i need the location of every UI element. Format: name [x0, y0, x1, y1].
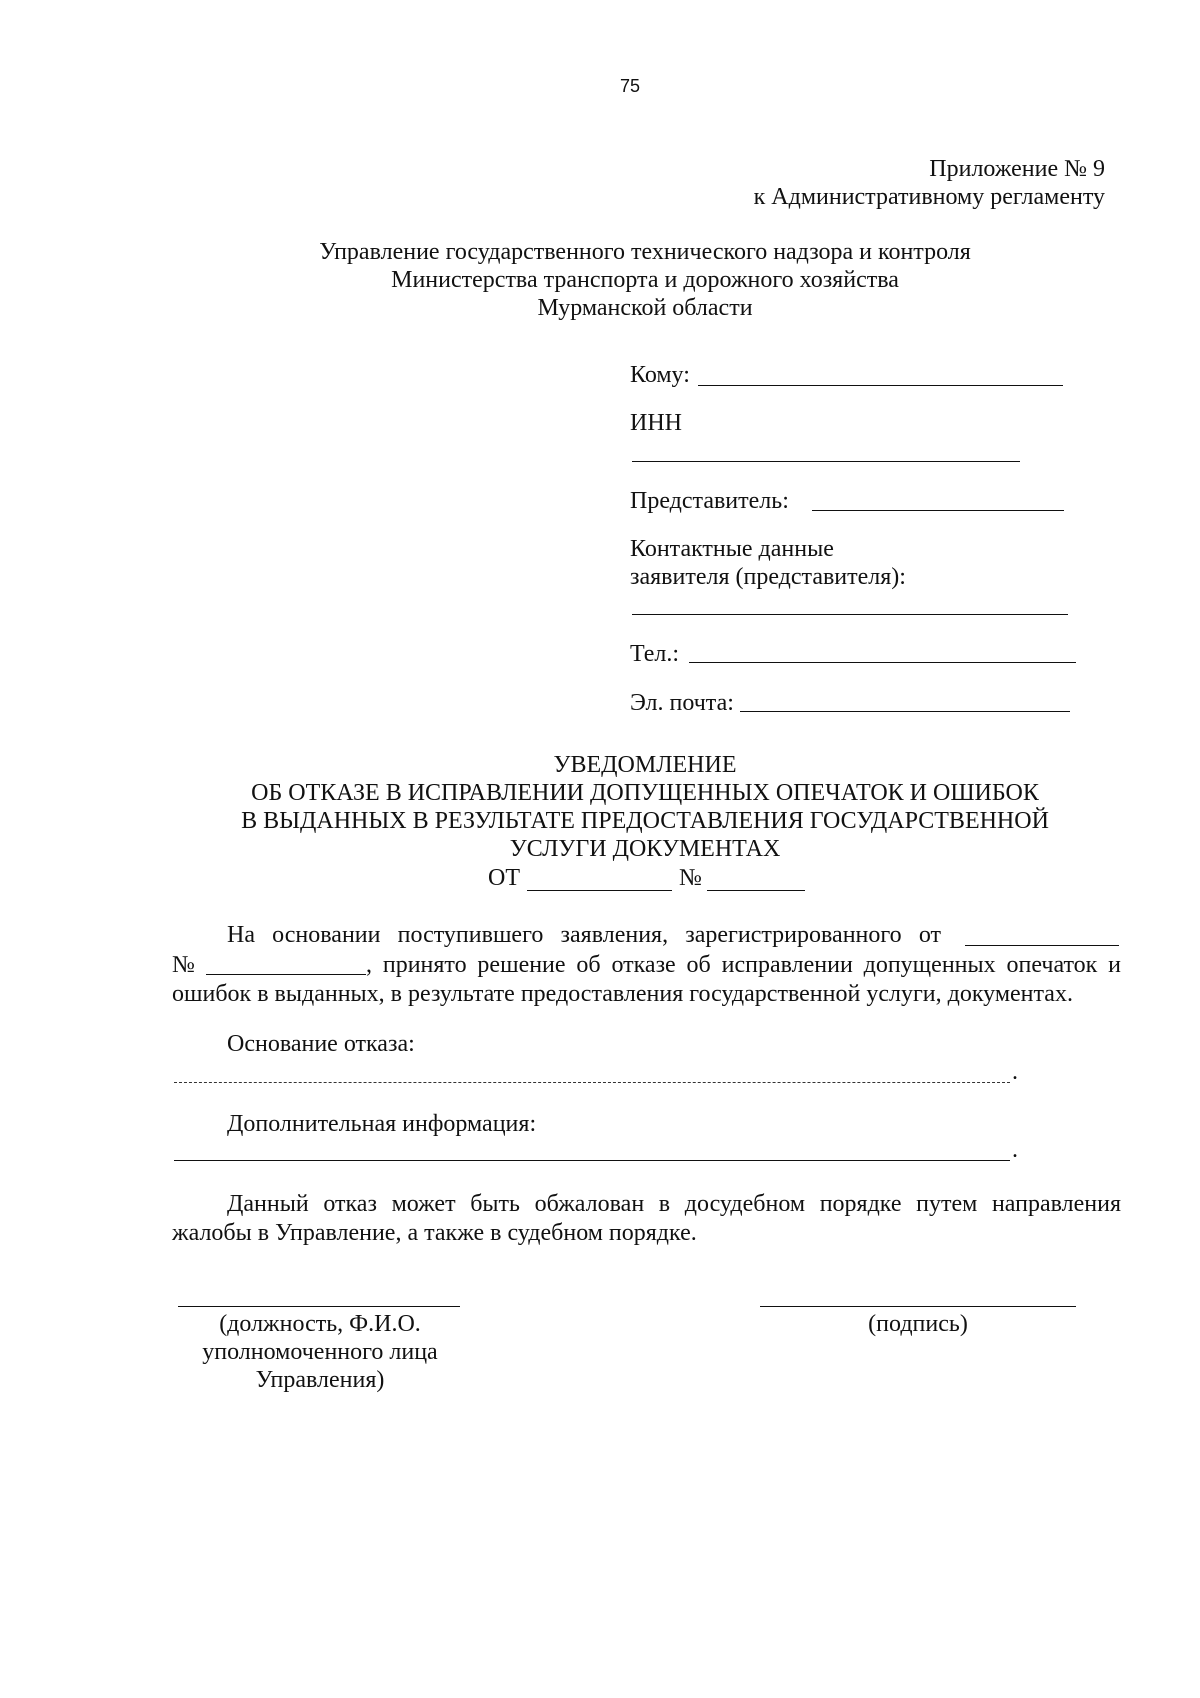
authority-line-3: Мурманской области	[537, 295, 753, 321]
contacts-field-line	[632, 614, 1068, 615]
contacts-label-2: заявителя (представителя):	[630, 564, 906, 590]
from-label: ОТ	[488, 865, 520, 891]
inn-field-line	[632, 461, 1020, 462]
additional-info-period: .	[1012, 1137, 1018, 1163]
page-number: 75	[620, 76, 641, 96]
to-label: Кому:	[630, 362, 690, 388]
number-label: №	[679, 865, 702, 891]
additional-info-field-line	[174, 1160, 1010, 1161]
reason-label: Основание отказа:	[227, 1031, 415, 1057]
contacts-label-1: Контактные данные	[630, 536, 834, 562]
paragraph-1-line-1: На основании поступившего заявления, зарегистрированного от	[227, 922, 941, 948]
to-field-line	[698, 385, 1063, 386]
reason-field-line	[174, 1082, 1010, 1083]
notice-title-line-2: ОБ ОТКАЗЕ В ИСПРАВЛЕНИИ ДОПУЩЕННЫХ ОПЕЧАТОК И ОШИБОК	[251, 780, 1039, 806]
notice-title-line-4: УСЛУГИ ДОКУМЕНТАХ	[509, 836, 781, 862]
additional-info-label: Дополнительная информация:	[227, 1111, 537, 1137]
notice-title-line-3: В ВЫДАННЫХ В РЕЗУЛЬТАТЕ ПРЕДОСТАВЛЕНИЯ ГОСУДАРСТВЕННОЙ	[241, 808, 1049, 834]
signature-caption: (подпись)	[868, 1311, 968, 1337]
inn-label: ИНН	[630, 410, 682, 436]
email-label: Эл. почта:	[630, 690, 734, 716]
representative-label: Представитель:	[630, 488, 789, 514]
representative-field-line	[812, 510, 1064, 511]
appendix-title: Приложение № 9	[929, 156, 1105, 182]
paragraph-1-line-2: , принято решение об отказе об исправлении допущенных опечаток и	[366, 952, 1121, 978]
appeal-line-1: Данный отказ может быть обжалован в досудебном порядке путем направления	[227, 1191, 1121, 1217]
application-number-line	[206, 974, 366, 975]
appeal-line-2: жалобы в Управление, а также в судебном порядке.	[172, 1220, 697, 1246]
application-date-line	[965, 945, 1119, 946]
position-caption-2: уполномоченного лица	[202, 1339, 438, 1365]
paragraph-1-line-3: ошибок в выданных, в результате предоставления государственной услуги, документах.	[172, 981, 1073, 1007]
authority-line-2: Министерства транспорта и дорожного хозяйства	[391, 267, 899, 293]
phone-field-line	[689, 662, 1076, 663]
number-field-line	[707, 890, 805, 891]
position-caption-1: (должность, Ф.И.О.	[219, 1311, 421, 1337]
signature-line	[760, 1306, 1076, 1307]
email-field-line	[740, 711, 1070, 712]
appendix-subtitle: к Административному регламенту	[753, 184, 1105, 210]
date-field-line	[527, 890, 672, 891]
reason-period: .	[1012, 1059, 1018, 1085]
phone-label: Тел.:	[630, 641, 680, 667]
authority-line-1: Управление государственного технического надзора и контроля	[319, 239, 971, 265]
paragraph-1-number-sign: №	[172, 952, 195, 978]
notice-title: УВЕДОМЛЕНИЕ	[553, 752, 737, 778]
position-caption-3: Управления)	[255, 1367, 385, 1393]
position-signature-line	[178, 1306, 460, 1307]
